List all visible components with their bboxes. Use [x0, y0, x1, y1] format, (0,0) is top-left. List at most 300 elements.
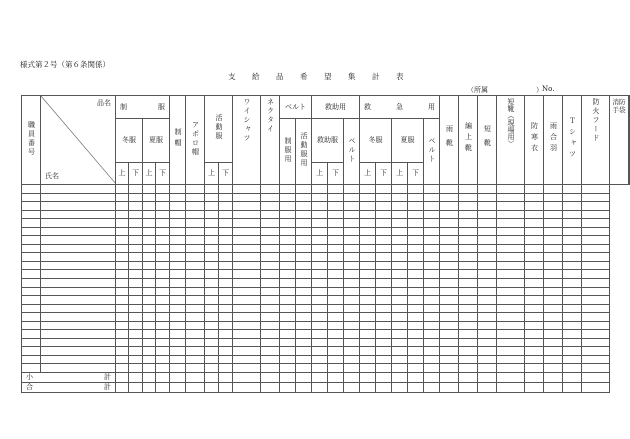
quantity-cell[interactable] — [525, 270, 544, 279]
quantity-cell[interactable] — [116, 227, 129, 236]
quantity-cell[interactable] — [582, 279, 610, 288]
quantity-cell[interactable] — [360, 236, 376, 245]
quantity-cell[interactable] — [233, 364, 261, 373]
quantity-cell[interactable] — [563, 219, 582, 228]
staff-number-cell[interactable] — [22, 304, 41, 313]
quantity-cell[interactable] — [408, 279, 424, 288]
quantity-cell[interactable] — [280, 355, 296, 364]
quantity-cell[interactable] — [156, 253, 170, 262]
quantity-cell[interactable] — [497, 364, 525, 373]
quantity-cell[interactable] — [233, 219, 261, 228]
quantity-cell[interactable] — [376, 347, 392, 356]
quantity-cell[interactable] — [280, 321, 296, 330]
quantity-cell[interactable] — [170, 364, 186, 373]
quantity-cell[interactable] — [424, 202, 440, 211]
quantity-cell[interactable] — [116, 304, 129, 313]
quantity-cell[interactable] — [440, 253, 459, 262]
quantity-cell[interactable] — [328, 296, 344, 305]
staff-number-cell[interactable] — [22, 219, 41, 228]
quantity-cell[interactable] — [360, 244, 376, 253]
quantity-cell[interactable] — [478, 270, 497, 279]
quantity-cell[interactable] — [129, 227, 143, 236]
quantity-cell[interactable] — [261, 219, 280, 228]
quantity-cell[interactable] — [296, 330, 312, 339]
staff-number-cell[interactable] — [22, 253, 41, 262]
quantity-cell[interactable] — [563, 330, 582, 339]
quantity-cell[interactable] — [186, 330, 205, 339]
quantity-cell[interactable] — [478, 321, 497, 330]
quantity-cell[interactable] — [156, 313, 170, 322]
quantity-cell[interactable] — [205, 279, 219, 288]
quantity-cell[interactable] — [205, 347, 219, 356]
quantity-cell[interactable] — [143, 313, 156, 322]
quantity-cell[interactable] — [170, 210, 186, 219]
quantity-cell[interactable] — [129, 193, 143, 202]
quantity-cell[interactable] — [233, 236, 261, 245]
quantity-cell[interactable] — [440, 330, 459, 339]
quantity-cell[interactable] — [261, 193, 280, 202]
quantity-cell[interactable] — [186, 364, 205, 373]
quantity-cell[interactable] — [563, 279, 582, 288]
quantity-cell[interactable] — [156, 202, 170, 211]
quantity-cell[interactable] — [582, 330, 610, 339]
quantity-cell[interactable] — [143, 244, 156, 253]
quantity-cell[interactable] — [129, 338, 143, 347]
quantity-cell[interactable] — [408, 287, 424, 296]
quantity-cell[interactable] — [219, 313, 233, 322]
quantity-cell[interactable] — [544, 313, 563, 322]
quantity-cell[interactable] — [312, 253, 328, 262]
quantity-cell[interactable] — [360, 304, 376, 313]
quantity-cell[interactable] — [219, 338, 233, 347]
name-cell[interactable] — [41, 270, 116, 279]
quantity-cell[interactable] — [312, 270, 328, 279]
quantity-cell[interactable] — [170, 355, 186, 364]
name-cell[interactable] — [41, 313, 116, 322]
name-cell[interactable] — [41, 219, 116, 228]
quantity-cell[interactable] — [344, 253, 360, 262]
quantity-cell[interactable] — [563, 185, 582, 194]
quantity-cell[interactable] — [478, 330, 497, 339]
quantity-cell[interactable] — [296, 210, 312, 219]
quantity-cell[interactable] — [408, 270, 424, 279]
quantity-cell[interactable] — [156, 227, 170, 236]
quantity-cell[interactable] — [280, 236, 296, 245]
staff-number-cell[interactable] — [22, 244, 41, 253]
quantity-cell[interactable] — [129, 261, 143, 270]
quantity-cell[interactable] — [563, 347, 582, 356]
quantity-cell[interactable] — [129, 304, 143, 313]
quantity-cell[interactable] — [312, 202, 328, 211]
quantity-cell[interactable] — [392, 287, 408, 296]
quantity-cell[interactable] — [143, 364, 156, 373]
quantity-cell[interactable] — [478, 313, 497, 322]
quantity-cell[interactable] — [129, 330, 143, 339]
quantity-cell[interactable] — [525, 253, 544, 262]
quantity-cell[interactable] — [424, 347, 440, 356]
quantity-cell[interactable] — [408, 185, 424, 194]
quantity-cell[interactable] — [129, 253, 143, 262]
quantity-cell[interactable] — [186, 287, 205, 296]
quantity-cell[interactable] — [344, 227, 360, 236]
quantity-cell[interactable] — [328, 279, 344, 288]
quantity-cell[interactable] — [205, 244, 219, 253]
staff-number-cell[interactable] — [22, 287, 41, 296]
quantity-cell[interactable] — [376, 321, 392, 330]
quantity-cell[interactable] — [478, 185, 497, 194]
name-cell[interactable] — [41, 355, 116, 364]
quantity-cell[interactable] — [497, 313, 525, 322]
quantity-cell[interactable] — [392, 185, 408, 194]
quantity-cell[interactable] — [328, 202, 344, 211]
quantity-cell[interactable] — [459, 287, 478, 296]
staff-number-cell[interactable] — [22, 330, 41, 339]
quantity-cell[interactable] — [116, 321, 129, 330]
quantity-cell[interactable] — [478, 338, 497, 347]
quantity-cell[interactable] — [170, 244, 186, 253]
quantity-cell[interactable] — [459, 185, 478, 194]
staff-number-cell[interactable] — [22, 347, 41, 356]
quantity-cell[interactable] — [205, 270, 219, 279]
quantity-cell[interactable] — [156, 270, 170, 279]
quantity-cell[interactable] — [296, 355, 312, 364]
quantity-cell[interactable] — [233, 279, 261, 288]
staff-number-cell[interactable] — [22, 296, 41, 305]
quantity-cell[interactable] — [440, 236, 459, 245]
quantity-cell[interactable] — [525, 287, 544, 296]
quantity-cell[interactable] — [129, 364, 143, 373]
quantity-cell[interactable] — [459, 279, 478, 288]
quantity-cell[interactable] — [143, 287, 156, 296]
quantity-cell[interactable] — [424, 364, 440, 373]
quantity-cell[interactable] — [497, 261, 525, 270]
quantity-cell[interactable] — [392, 227, 408, 236]
quantity-cell[interactable] — [280, 227, 296, 236]
quantity-cell[interactable] — [280, 287, 296, 296]
quantity-cell[interactable] — [219, 227, 233, 236]
quantity-cell[interactable] — [170, 270, 186, 279]
quantity-cell[interactable] — [424, 253, 440, 262]
quantity-cell[interactable] — [170, 296, 186, 305]
quantity-cell[interactable] — [582, 236, 610, 245]
quantity-cell[interactable] — [170, 321, 186, 330]
quantity-cell[interactable] — [440, 261, 459, 270]
quantity-cell[interactable] — [408, 338, 424, 347]
quantity-cell[interactable] — [478, 193, 497, 202]
quantity-cell[interactable] — [408, 210, 424, 219]
quantity-cell[interactable] — [186, 279, 205, 288]
quantity-cell[interactable] — [440, 219, 459, 228]
quantity-cell[interactable] — [219, 185, 233, 194]
quantity-cell[interactable] — [497, 253, 525, 262]
quantity-cell[interactable] — [170, 338, 186, 347]
quantity-cell[interactable] — [233, 253, 261, 262]
quantity-cell[interactable] — [376, 338, 392, 347]
quantity-cell[interactable] — [360, 347, 376, 356]
quantity-cell[interactable] — [544, 210, 563, 219]
name-cell[interactable] — [41, 210, 116, 219]
quantity-cell[interactable] — [497, 355, 525, 364]
quantity-cell[interactable] — [544, 253, 563, 262]
quantity-cell[interactable] — [344, 364, 360, 373]
quantity-cell[interactable] — [296, 296, 312, 305]
quantity-cell[interactable] — [143, 227, 156, 236]
quantity-cell[interactable] — [459, 321, 478, 330]
staff-number-cell[interactable] — [22, 227, 41, 236]
quantity-cell[interactable] — [424, 279, 440, 288]
quantity-cell[interactable] — [328, 338, 344, 347]
quantity-cell[interactable] — [280, 347, 296, 356]
quantity-cell[interactable] — [261, 321, 280, 330]
quantity-cell[interactable] — [544, 261, 563, 270]
quantity-cell[interactable] — [296, 364, 312, 373]
quantity-cell[interactable] — [344, 236, 360, 245]
quantity-cell[interactable] — [296, 347, 312, 356]
quantity-cell[interactable] — [440, 227, 459, 236]
quantity-cell[interactable] — [360, 227, 376, 236]
quantity-cell[interactable] — [205, 219, 219, 228]
quantity-cell[interactable] — [424, 330, 440, 339]
quantity-cell[interactable] — [408, 219, 424, 228]
quantity-cell[interactable] — [376, 219, 392, 228]
quantity-cell[interactable] — [392, 355, 408, 364]
quantity-cell[interactable] — [296, 313, 312, 322]
quantity-cell[interactable] — [582, 347, 610, 356]
quantity-cell[interactable] — [116, 219, 129, 228]
quantity-cell[interactable] — [408, 304, 424, 313]
quantity-cell[interactable] — [563, 236, 582, 245]
quantity-cell[interactable] — [360, 287, 376, 296]
quantity-cell[interactable] — [544, 338, 563, 347]
quantity-cell[interactable] — [497, 287, 525, 296]
quantity-cell[interactable] — [280, 210, 296, 219]
quantity-cell[interactable] — [525, 296, 544, 305]
quantity-cell[interactable] — [296, 253, 312, 262]
quantity-cell[interactable] — [525, 304, 544, 313]
quantity-cell[interactable] — [497, 321, 525, 330]
quantity-cell[interactable] — [280, 202, 296, 211]
quantity-cell[interactable] — [344, 219, 360, 228]
quantity-cell[interactable] — [312, 347, 328, 356]
quantity-cell[interactable] — [582, 270, 610, 279]
name-cell[interactable] — [41, 321, 116, 330]
quantity-cell[interactable] — [280, 244, 296, 253]
staff-number-cell[interactable] — [22, 185, 41, 194]
quantity-cell[interactable] — [544, 202, 563, 211]
quantity-cell[interactable] — [544, 244, 563, 253]
quantity-cell[interactable] — [261, 347, 280, 356]
quantity-cell[interactable] — [280, 253, 296, 262]
quantity-cell[interactable] — [261, 202, 280, 211]
quantity-cell[interactable] — [129, 321, 143, 330]
quantity-cell[interactable] — [129, 236, 143, 245]
quantity-cell[interactable] — [156, 210, 170, 219]
quantity-cell[interactable] — [261, 236, 280, 245]
quantity-cell[interactable] — [170, 261, 186, 270]
quantity-cell[interactable] — [525, 355, 544, 364]
quantity-cell[interactable] — [525, 364, 544, 373]
quantity-cell[interactable] — [544, 287, 563, 296]
quantity-cell[interactable] — [233, 330, 261, 339]
quantity-cell[interactable] — [280, 304, 296, 313]
quantity-cell[interactable] — [205, 321, 219, 330]
quantity-cell[interactable] — [376, 202, 392, 211]
quantity-cell[interactable] — [129, 279, 143, 288]
quantity-cell[interactable] — [219, 279, 233, 288]
quantity-cell[interactable] — [563, 261, 582, 270]
quantity-cell[interactable] — [219, 219, 233, 228]
quantity-cell[interactable] — [328, 210, 344, 219]
quantity-cell[interactable] — [129, 185, 143, 194]
quantity-cell[interactable] — [156, 219, 170, 228]
quantity-cell[interactable] — [497, 244, 525, 253]
staff-number-cell[interactable] — [22, 261, 41, 270]
quantity-cell[interactable] — [392, 313, 408, 322]
quantity-cell[interactable] — [129, 347, 143, 356]
quantity-cell[interactable] — [497, 202, 525, 211]
quantity-cell[interactable] — [233, 244, 261, 253]
quantity-cell[interactable] — [143, 236, 156, 245]
quantity-cell[interactable] — [205, 364, 219, 373]
quantity-cell[interactable] — [233, 202, 261, 211]
quantity-cell[interactable] — [205, 227, 219, 236]
quantity-cell[interactable] — [156, 261, 170, 270]
quantity-cell[interactable] — [328, 347, 344, 356]
quantity-cell[interactable] — [328, 193, 344, 202]
quantity-cell[interactable] — [170, 313, 186, 322]
quantity-cell[interactable] — [205, 202, 219, 211]
quantity-cell[interactable] — [544, 193, 563, 202]
quantity-cell[interactable] — [143, 296, 156, 305]
quantity-cell[interactable] — [280, 330, 296, 339]
quantity-cell[interactable] — [143, 321, 156, 330]
quantity-cell[interactable] — [143, 219, 156, 228]
quantity-cell[interactable] — [116, 270, 129, 279]
quantity-cell[interactable] — [261, 253, 280, 262]
quantity-cell[interactable] — [219, 193, 233, 202]
staff-number-cell[interactable] — [22, 364, 41, 373]
quantity-cell[interactable] — [459, 364, 478, 373]
quantity-cell[interactable] — [143, 185, 156, 194]
name-cell[interactable] — [41, 279, 116, 288]
quantity-cell[interactable] — [156, 287, 170, 296]
quantity-cell[interactable] — [459, 313, 478, 322]
quantity-cell[interactable] — [280, 193, 296, 202]
quantity-cell[interactable] — [440, 364, 459, 373]
quantity-cell[interactable] — [116, 236, 129, 245]
quantity-cell[interactable] — [497, 219, 525, 228]
quantity-cell[interactable] — [424, 227, 440, 236]
quantity-cell[interactable] — [525, 261, 544, 270]
quantity-cell[interactable] — [563, 202, 582, 211]
quantity-cell[interactable] — [261, 355, 280, 364]
staff-number-cell[interactable] — [22, 321, 41, 330]
staff-number-cell[interactable] — [22, 338, 41, 347]
quantity-cell[interactable] — [344, 296, 360, 305]
quantity-cell[interactable] — [525, 219, 544, 228]
quantity-cell[interactable] — [424, 185, 440, 194]
quantity-cell[interactable] — [219, 296, 233, 305]
quantity-cell[interactable] — [544, 279, 563, 288]
quantity-cell[interactable] — [424, 296, 440, 305]
quantity-cell[interactable] — [328, 244, 344, 253]
quantity-cell[interactable] — [563, 193, 582, 202]
quantity-cell[interactable] — [563, 227, 582, 236]
quantity-cell[interactable] — [233, 210, 261, 219]
quantity-cell[interactable] — [424, 193, 440, 202]
quantity-cell[interactable] — [296, 227, 312, 236]
quantity-cell[interactable] — [344, 185, 360, 194]
quantity-cell[interactable] — [170, 279, 186, 288]
quantity-cell[interactable] — [360, 210, 376, 219]
staff-number-cell[interactable] — [22, 202, 41, 211]
quantity-cell[interactable] — [392, 270, 408, 279]
quantity-cell[interactable] — [170, 227, 186, 236]
quantity-cell[interactable] — [424, 313, 440, 322]
quantity-cell[interactable] — [116, 244, 129, 253]
quantity-cell[interactable] — [376, 193, 392, 202]
quantity-cell[interactable] — [312, 296, 328, 305]
quantity-cell[interactable] — [344, 338, 360, 347]
quantity-cell[interactable] — [186, 202, 205, 211]
quantity-cell[interactable] — [424, 287, 440, 296]
quantity-cell[interactable] — [170, 193, 186, 202]
quantity-cell[interactable] — [563, 270, 582, 279]
quantity-cell[interactable] — [219, 347, 233, 356]
quantity-cell[interactable] — [525, 202, 544, 211]
quantity-cell[interactable] — [376, 270, 392, 279]
quantity-cell[interactable] — [582, 202, 610, 211]
quantity-cell[interactable] — [376, 287, 392, 296]
name-cell[interactable] — [41, 347, 116, 356]
name-cell[interactable] — [41, 338, 116, 347]
quantity-cell[interactable] — [563, 304, 582, 313]
quantity-cell[interactable] — [261, 364, 280, 373]
quantity-cell[interactable] — [582, 304, 610, 313]
quantity-cell[interactable] — [525, 321, 544, 330]
quantity-cell[interactable] — [186, 219, 205, 228]
quantity-cell[interactable] — [170, 347, 186, 356]
quantity-cell[interactable] — [156, 296, 170, 305]
quantity-cell[interactable] — [312, 338, 328, 347]
staff-number-cell[interactable] — [22, 236, 41, 245]
quantity-cell[interactable] — [261, 330, 280, 339]
quantity-cell[interactable] — [129, 296, 143, 305]
quantity-cell[interactable] — [156, 347, 170, 356]
quantity-cell[interactable] — [233, 185, 261, 194]
quantity-cell[interactable] — [143, 202, 156, 211]
quantity-cell[interactable] — [116, 296, 129, 305]
quantity-cell[interactable] — [116, 338, 129, 347]
quantity-cell[interactable] — [440, 270, 459, 279]
quantity-cell[interactable] — [544, 270, 563, 279]
quantity-cell[interactable] — [205, 304, 219, 313]
quantity-cell[interactable] — [376, 185, 392, 194]
quantity-cell[interactable] — [186, 185, 205, 194]
quantity-cell[interactable] — [392, 253, 408, 262]
quantity-cell[interactable] — [205, 355, 219, 364]
quantity-cell[interactable] — [129, 219, 143, 228]
quantity-cell[interactable] — [424, 244, 440, 253]
quantity-cell[interactable] — [261, 227, 280, 236]
quantity-cell[interactable] — [408, 227, 424, 236]
quantity-cell[interactable] — [459, 261, 478, 270]
quantity-cell[interactable] — [392, 279, 408, 288]
quantity-cell[interactable] — [170, 330, 186, 339]
quantity-cell[interactable] — [219, 355, 233, 364]
quantity-cell[interactable] — [563, 364, 582, 373]
quantity-cell[interactable] — [170, 287, 186, 296]
